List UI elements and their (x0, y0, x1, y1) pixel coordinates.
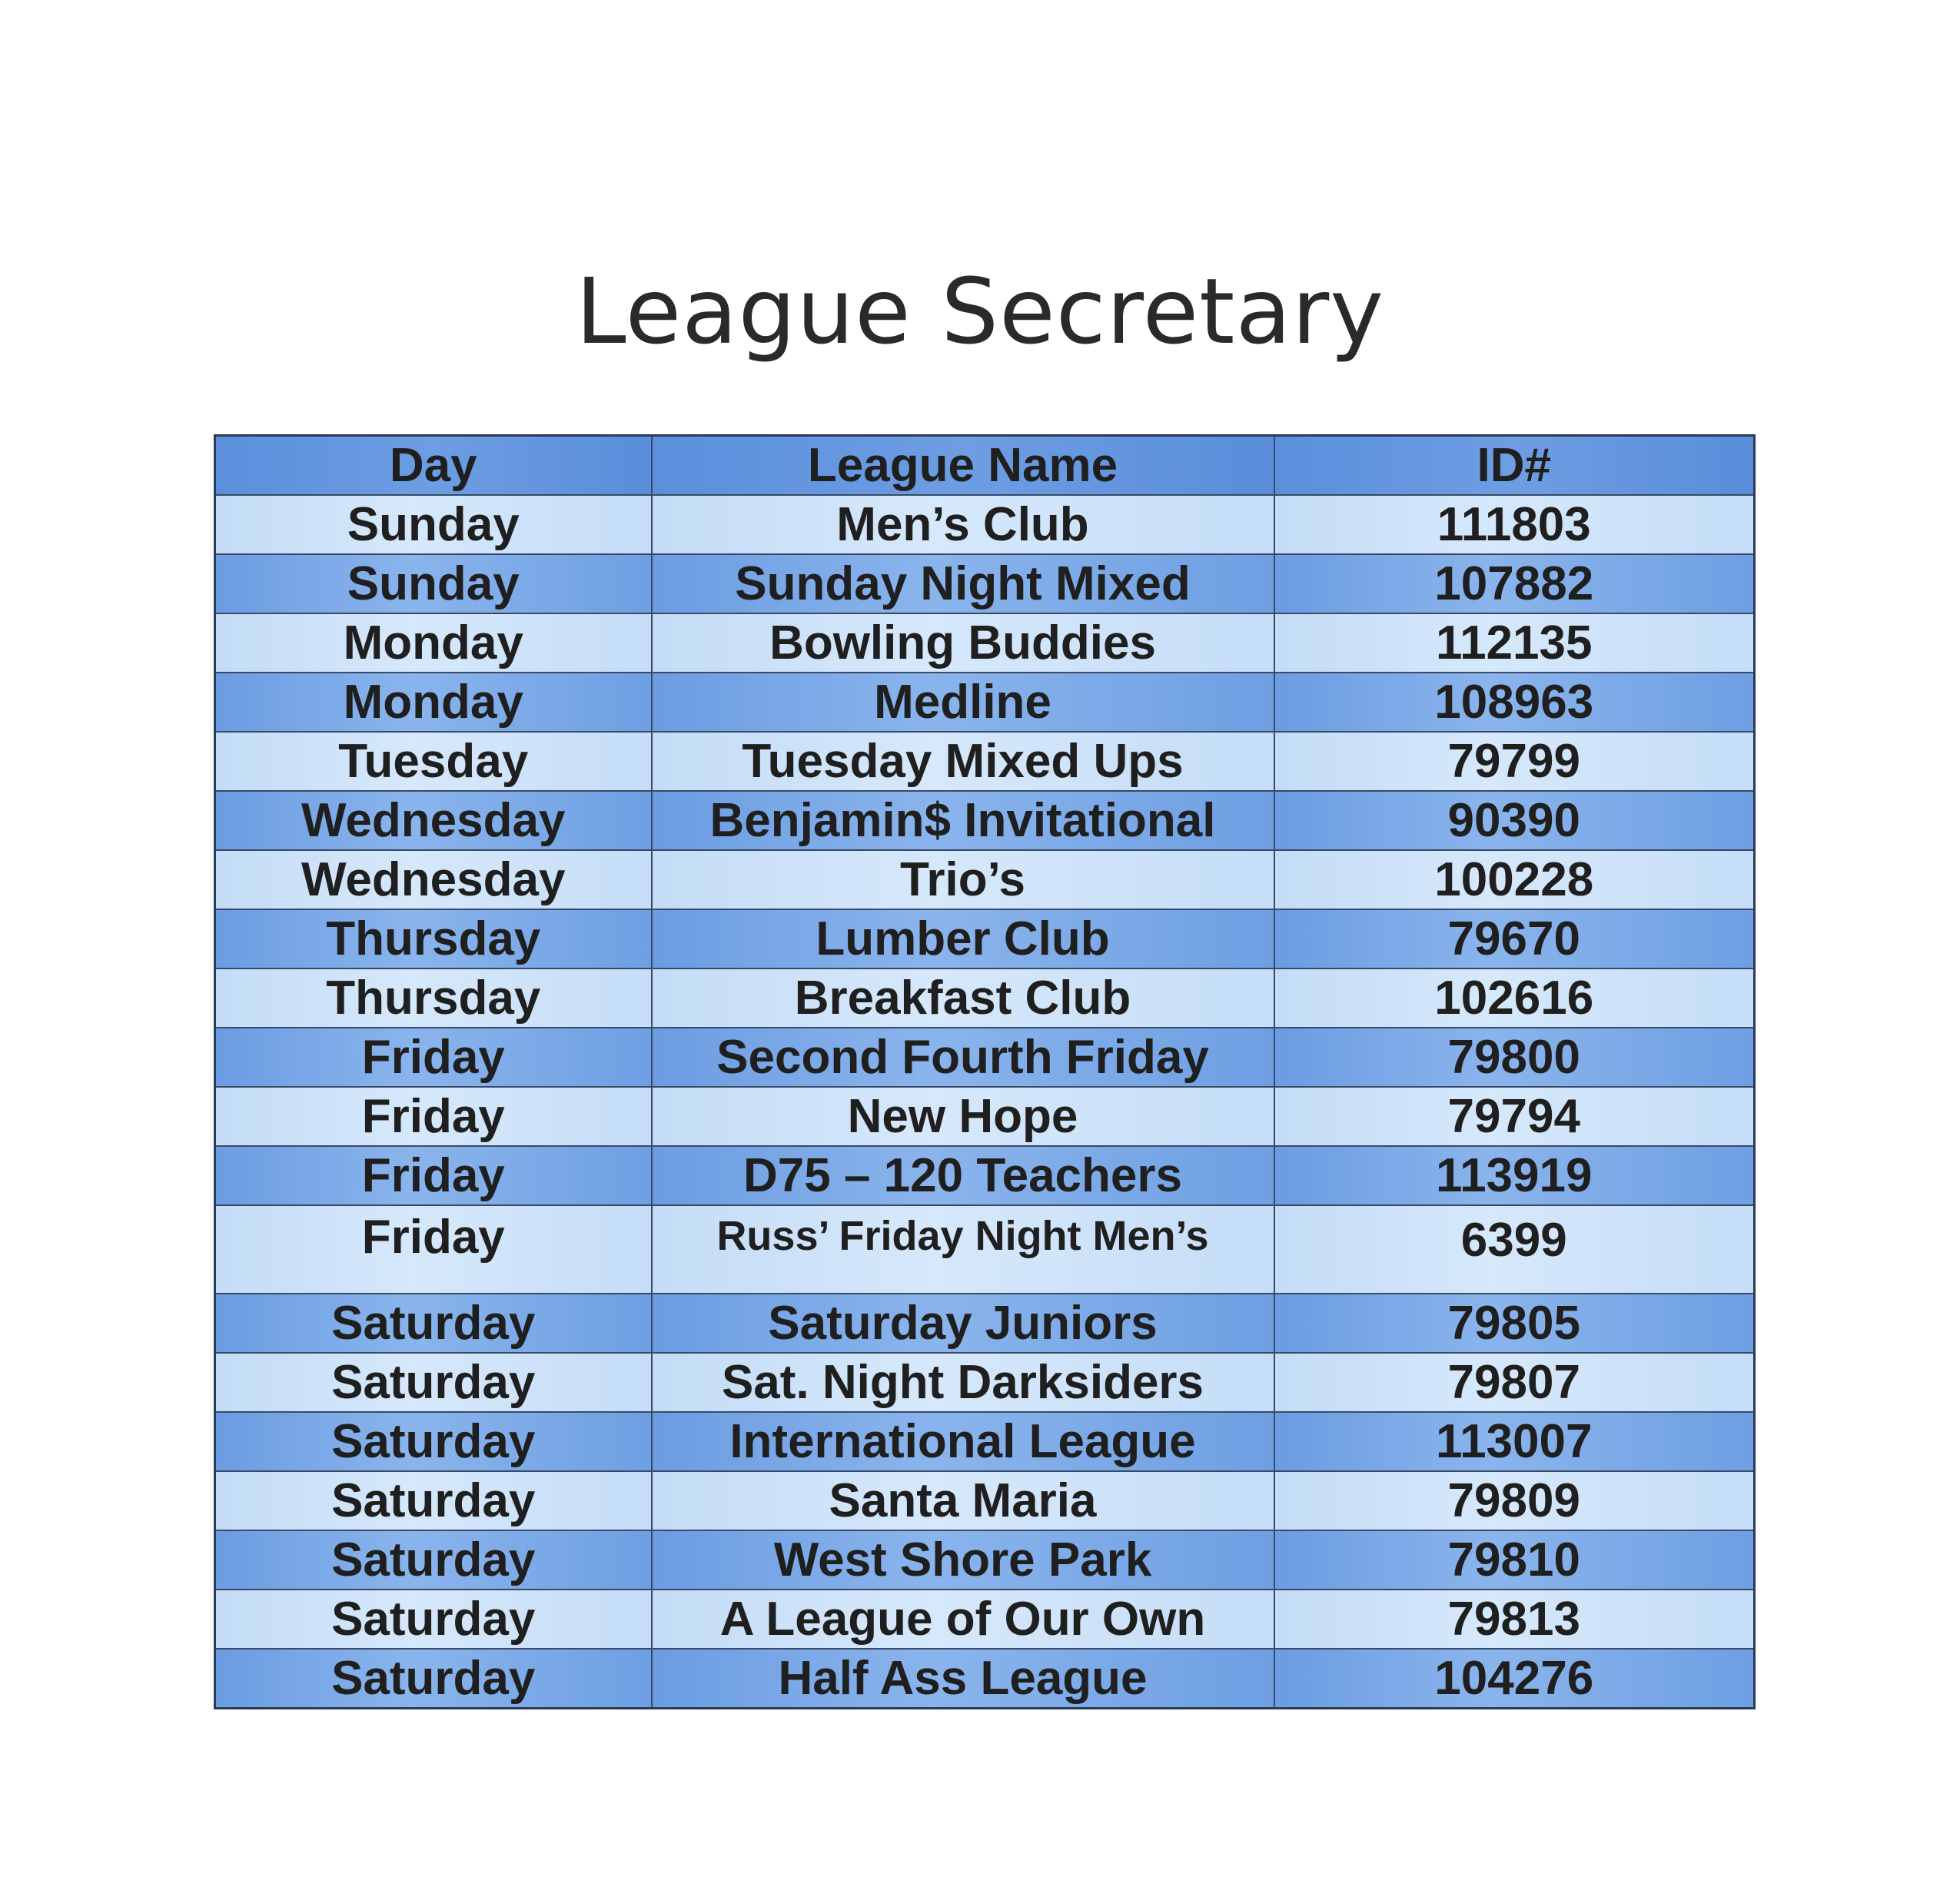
cell-id: 79670 (1274, 909, 1755, 968)
cell-league-name: Men’s Club (652, 495, 1274, 554)
cell-league-name: Breakfast Club (652, 968, 1274, 1028)
table-row (215, 1028, 1755, 1087)
table-row (215, 732, 1755, 791)
table-row (215, 791, 1755, 850)
cell-league-name: International League (652, 1412, 1274, 1471)
cell-id: 79799 (1274, 732, 1755, 791)
cell-day: Sunday (215, 495, 652, 554)
cell-day: Friday (215, 1087, 652, 1146)
cell-league-name: West Shore Park (652, 1530, 1274, 1590)
table-row (215, 495, 1755, 554)
cell-day: Sunday (215, 554, 652, 613)
cell-id: 108963 (1274, 673, 1755, 732)
cell-id: 113007 (1274, 1412, 1755, 1471)
cell-day: Friday (215, 1146, 652, 1205)
cell-day: Tuesday (215, 732, 652, 791)
cell-day: Saturday (215, 1649, 652, 1709)
table-row (215, 554, 1755, 613)
cell-league-name: Sat. Night Darksiders (652, 1353, 1274, 1412)
cell-id: 90390 (1274, 791, 1755, 850)
cell-day: Saturday (215, 1294, 652, 1353)
table-row (215, 613, 1755, 673)
table-row (215, 1205, 1755, 1294)
table-row (215, 1087, 1755, 1146)
cell-day: Thursday (215, 968, 652, 1028)
cell-league-name: Tuesday Mixed Ups (652, 732, 1274, 791)
cell-id: 100228 (1274, 850, 1755, 909)
cell-league-name: Second Fourth Friday (652, 1028, 1274, 1087)
cell-league-name: D75 – 120 Teachers (652, 1146, 1274, 1205)
cell-day: Saturday (215, 1412, 652, 1471)
cell-id: 79807 (1274, 1353, 1755, 1412)
cell-day: Saturday (215, 1530, 652, 1590)
table-row (215, 850, 1755, 909)
table-row (215, 1412, 1755, 1471)
cell-id: 79810 (1274, 1530, 1755, 1590)
cell-id: 111803 (1274, 495, 1755, 554)
cell-day: Wednesday (215, 850, 652, 909)
cell-id: 113919 (1274, 1146, 1755, 1205)
cell-day: Friday (215, 1205, 652, 1294)
table-row (215, 1146, 1755, 1205)
cell-league-name: Bowling Buddies (652, 613, 1274, 673)
table-row (215, 968, 1755, 1028)
cell-id: 107882 (1274, 554, 1755, 613)
table-row (215, 1294, 1755, 1353)
cell-league-name: Benjamin$ Invitational (652, 791, 1274, 850)
cell-league-name: Saturday Juniors (652, 1294, 1274, 1353)
cell-day: Friday (215, 1028, 652, 1087)
cell-day: Monday (215, 613, 652, 673)
cell-day: Saturday (215, 1471, 652, 1530)
cell-day: Thursday (215, 909, 652, 968)
header-id: ID# (1274, 436, 1755, 496)
cell-id: 102616 (1274, 968, 1755, 1028)
table-row (215, 909, 1755, 968)
table-row (215, 673, 1755, 732)
cell-league-name: Medline (652, 673, 1274, 732)
table-row (215, 1353, 1755, 1412)
page-title: League Secretary (575, 258, 1385, 364)
cell-league-name: Trio’s (652, 850, 1274, 909)
cell-id: 79794 (1274, 1087, 1755, 1146)
cell-day: Saturday (215, 1590, 652, 1649)
cell-id: 79800 (1274, 1028, 1755, 1087)
cell-id: 112135 (1274, 613, 1755, 673)
cell-id: 104276 (1274, 1649, 1755, 1709)
cell-day: Wednesday (215, 791, 652, 850)
cell-id: 6399 (1274, 1205, 1755, 1294)
cell-league-name: Lumber Club (652, 909, 1274, 968)
cell-league-name: New Hope (652, 1087, 1274, 1146)
cell-id: 79805 (1274, 1294, 1755, 1353)
header-league-name: League Name (652, 436, 1274, 496)
cell-id: 79813 (1274, 1590, 1755, 1649)
table-row (215, 1649, 1755, 1709)
cell-day: Monday (215, 673, 652, 732)
league-table-container (214, 434, 1753, 1709)
table-row (215, 1530, 1755, 1590)
league-table (214, 434, 1756, 1709)
table-header-row (215, 436, 1755, 496)
cell-day: Saturday (215, 1353, 652, 1412)
cell-league-name: Half Ass League (652, 1649, 1274, 1709)
cell-id: 79809 (1274, 1471, 1755, 1530)
cell-league-name: A League of Our Own (652, 1590, 1274, 1649)
cell-league-name: Sunday Night Mixed (652, 554, 1274, 613)
header-day: Day (215, 436, 652, 496)
table-row (215, 1471, 1755, 1530)
cell-league-name: Santa Maria (652, 1471, 1274, 1530)
cell-league-name: Russ’ Friday Night Men’s (652, 1205, 1274, 1294)
table-row (215, 1590, 1755, 1649)
